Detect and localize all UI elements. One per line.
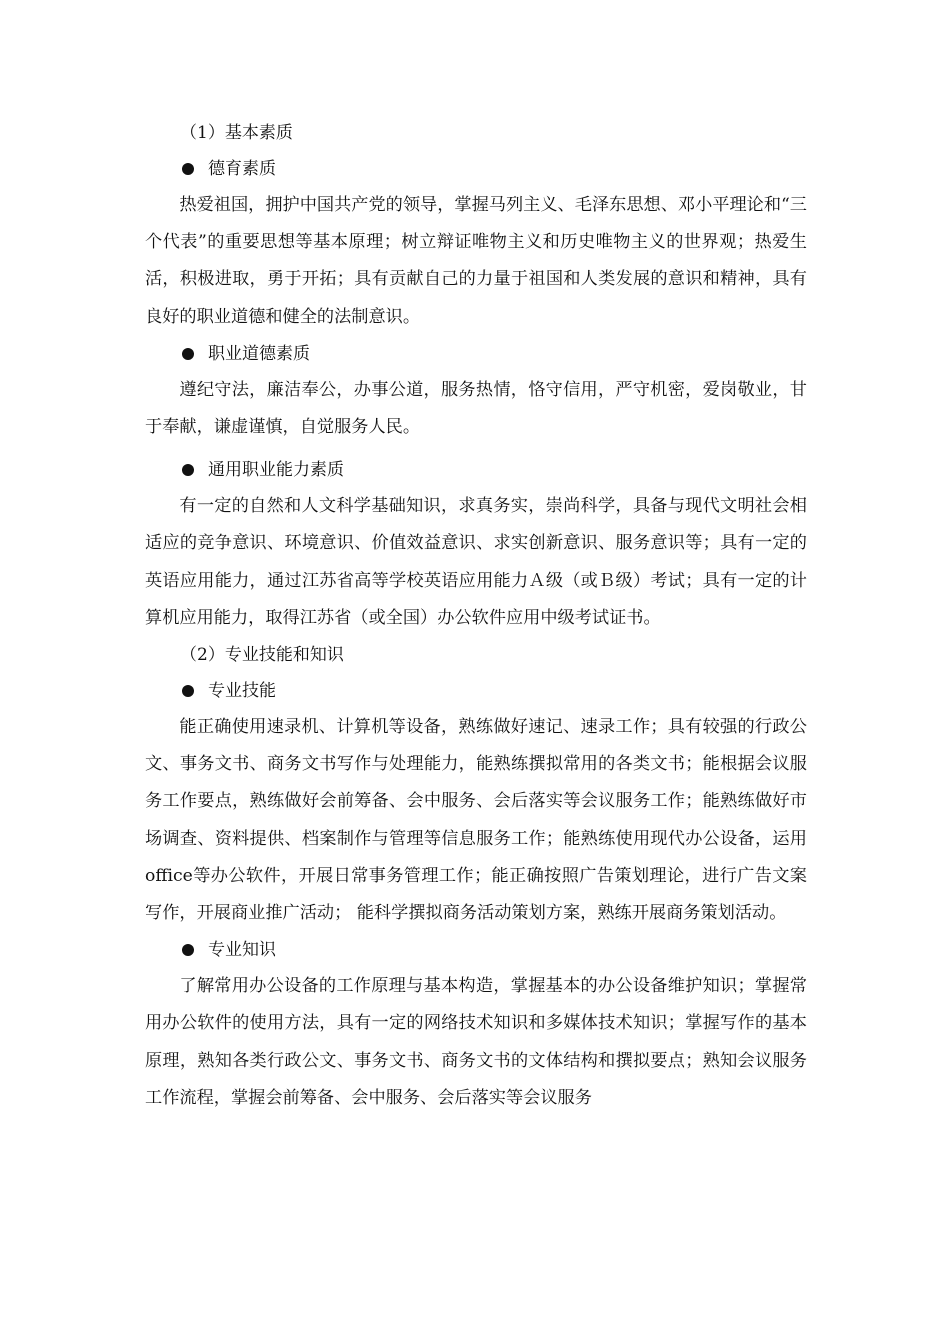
paragraph-moral: 热爱祖国，拥护中国共产党的领导，掌握马列主义、毛泽东思想、邓小平理论和“三个代表”的重要思想等基本原理；树立辩证唯物主义和历史唯物主义的世界观；热爱生活，积极进取，勇于开拓；具有贡献自己的力量于祖国和人类发展的意识和精神，具有良好的职业道德和健全的法制意识。 (145, 195, 807, 327)
bullet-title-moral: 德育素质 (208, 159, 276, 179)
bullet-title-general: 通用职业能力素质 (208, 460, 344, 481)
section-heading-professional: （2）专业技能和知识 (180, 645, 344, 666)
bullet-dot-icon (182, 348, 194, 360)
bullet-dot-icon (182, 163, 194, 175)
bullet-moral (145, 151, 807, 187)
bullet-ethics (145, 336, 807, 372)
paragraph-ethics: 遵纪守法，廉洁奉公，办事公道，服务热情，恪守信用，严守机密，爱岗敬业，甘于奉献，谦虚谨慎，自觉服务人民。 (145, 379, 807, 438)
bullet-title-skills: 专业技能 (208, 681, 276, 702)
bullet-skills (145, 673, 807, 709)
bullet-dot-icon (182, 464, 194, 476)
bullet-general (145, 452, 807, 488)
document-page (145, 115, 807, 1117)
bullet-dot-icon (182, 944, 194, 956)
bullet-title-ethics: 职业道德素质 (208, 343, 310, 364)
bullet-knowledge (145, 932, 807, 968)
paragraph-skills: 能正确使用速录机、计算机等设备，熟练做好速记、速录工作；具有较强的行政公文、事务文书、商务文书写作与处理能力，能熟练撰拟常用的各类文书；能根据会议服务工作要点，熟练做好会前筹备、会中服务、会后落实等会议服务工作；能熟练做好市场调查、资料提供、档案制作与管理等信息服务工作；能熟练使用现代办公设备，运用office等办公软件，开展日常事务管理工作；能正确按照广告策划理论，进行广告文案写作，开展商业推广活动； 能科学撰拟商务活动策划方案，熟练开展商务策划活动。 (145, 717, 807, 924)
paragraph-knowledge: 了解常用办公设备的工作原理与基本构造，掌握基本的办公设备维护知识；掌握常用办公软件的使用方法，具有一定的网络技术知识和多媒体技术知识；掌握写作的基本原理，熟知各类行政公文、事务文书、商务文书的文体结构和撰拟要点；熟知会议服务工作流程，掌握会前筹备、会中服务、会后落实等会议服务 (145, 976, 807, 1108)
paragraph-general: 有一定的自然和人文科学基础知识，求真务实，崇尚科学，具备与现代文明社会相适应的竞争意识、环境意识、价值效益意识、求实创新意识、服务意识等；具有一定的英语应用能力，通过江苏省高等学校英语应用能力Ａ级（或Ｂ级）考试；具有一定的计算机应用能力，取得江苏省（或全国）办公软件应用中级考试证书。 (145, 496, 807, 628)
section-heading-basic: （1）基本素质 (180, 123, 293, 143)
bullet-dot-icon (182, 685, 194, 697)
bullet-title-knowledge: 专业知识 (208, 940, 276, 961)
